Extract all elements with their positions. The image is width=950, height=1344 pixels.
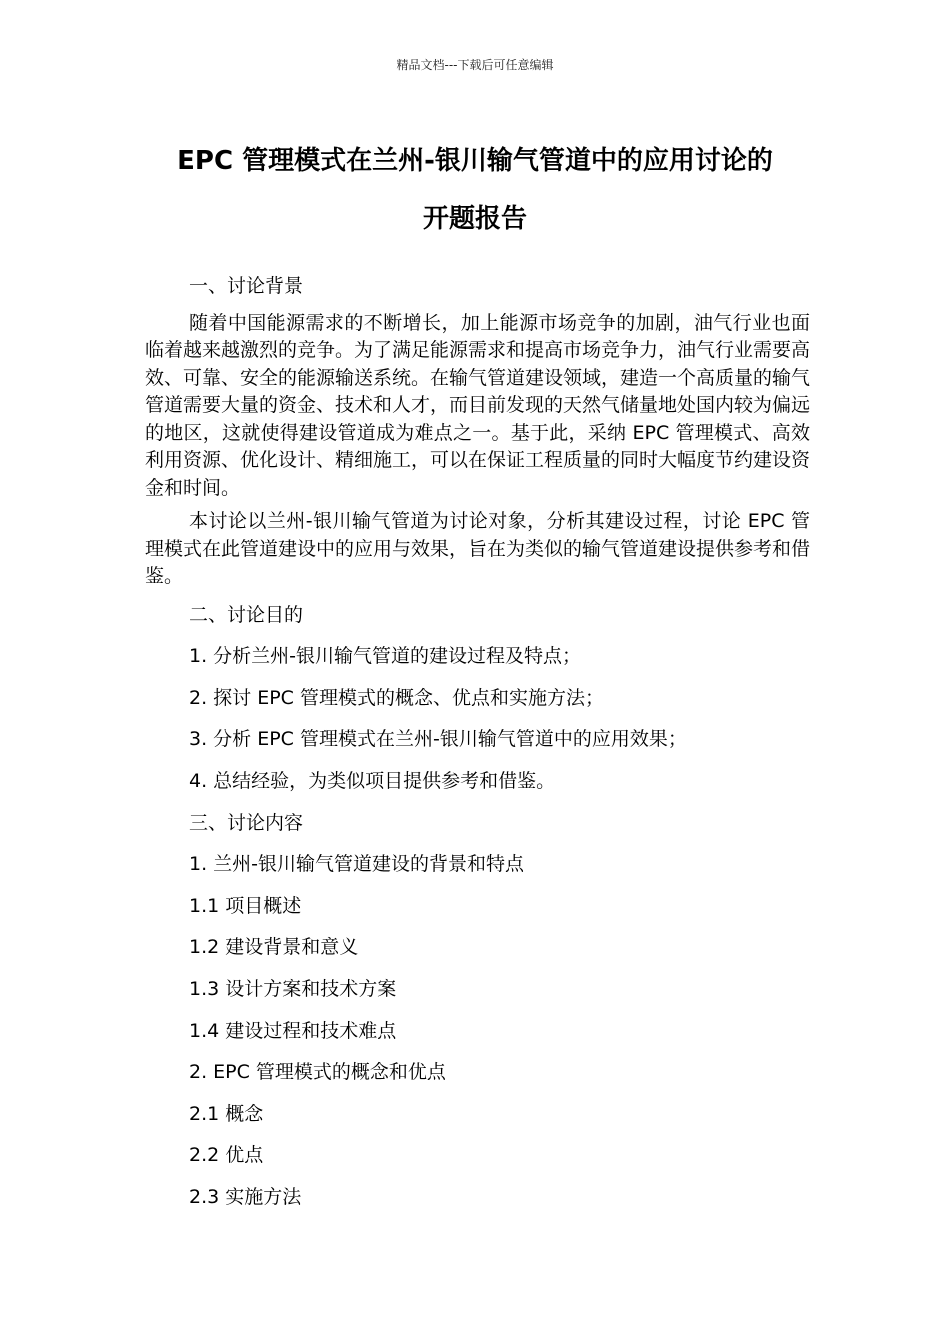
document-title <box>120 132 830 248</box>
content-item: 2.1 概念 <box>189 1102 264 1125</box>
purpose-item: 2. 探讨 EPC 管理模式的概念、优点和实施方法； <box>189 686 604 709</box>
section-heading-background: 一、讨论背景 <box>189 275 304 297</box>
content-item: 1. 兰州-银川输气管道建设的背景和特点 <box>189 853 525 876</box>
purpose-item: 1. 分析兰州-银川输气管道的建设过程及特点； <box>189 645 582 668</box>
section-heading-purpose: 二、讨论目的 <box>189 603 304 626</box>
content-item: 1.2 建设背景和意义 <box>189 936 359 959</box>
page-header: 精品文档---下载后可任意编辑 <box>396 58 554 72</box>
document-body <box>145 268 810 1221</box>
content-item: 1.4 建设过程和技术难点 <box>189 1019 397 1042</box>
title-line-2: 开题报告 <box>422 204 527 234</box>
section-heading-content: 三、讨论内容 <box>189 811 304 834</box>
title-line-1: EPC 管理模式在兰州-银川输气管道中的应用讨论的 <box>177 146 773 176</box>
content-item: 1.1 项目概述 <box>189 894 302 917</box>
content-item: 2.3 实施方法 <box>189 1185 302 1208</box>
purpose-item: 4. 总结经验，为类似项目提供参考和借鉴。 <box>189 769 556 792</box>
background-paragraph-2: 本讨论以兰州-银川输气管道为讨论对象，分析其建设过程，讨论 EPC 管理模式在此管道建设中的应用与效果，旨在为类似的输气管道建设提供参考和借鉴。 <box>145 510 811 588</box>
content-item: 1.3 设计方案和技术方案 <box>189 977 397 1000</box>
content-item: 2.2 优点 <box>189 1144 264 1167</box>
content-item: 2. EPC 管理模式的概念和优点 <box>189 1061 446 1084</box>
background-paragraph-1: 随着中国能源需求的不断增长，加上能源市场竞争的加剧，油气行业也面临着越来越激烈的竞争。为了满足能源需求和提高市场竞争力，油气行业需要高效、可靠、安全的能源输送系统。在输气管道建设领域，建造一个高质量的输气管道需要大量的资金、技术和人才，而目前发现的天然气储量地处国内较为偏远的地区，这就使得建设管道成为难点之一。基于此，采纳 EPC 管理模式、高效利用资源、优化设计、精细施工，可以在保证工程质量的同时大幅度节约建设资金和时间。 <box>145 311 811 499</box>
purpose-item: 3. 分析 EPC 管理模式在兰州-银川输气管道中的应用效果； <box>189 728 687 751</box>
